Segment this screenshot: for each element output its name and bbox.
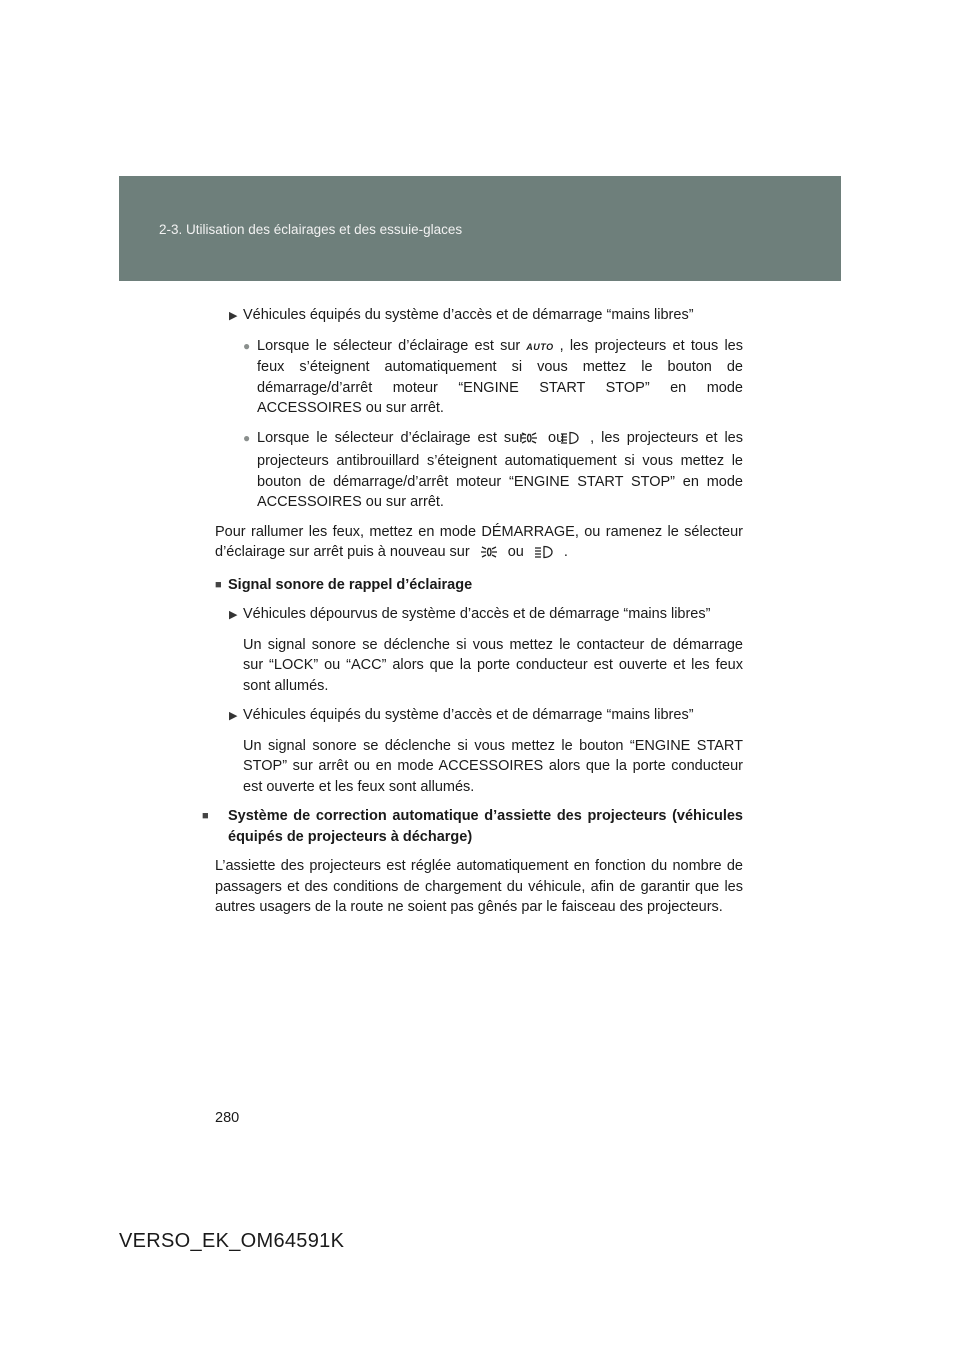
right-triangle-icon: ▶ — [229, 609, 238, 621]
square-icon: ■ — [215, 578, 222, 591]
parking-lights-icon — [480, 545, 498, 566]
section-heading: ■ Signal sonore de rappel d’éclairage — [215, 575, 743, 596]
section-title: 2-3. Utilisation des éclairages et des essuie-glaces — [159, 222, 463, 237]
vehicle-condition: ▶ Véhicules équipés du système d’accès et de démarrage “mains libres” — [215, 705, 743, 727]
headlight-icon — [534, 545, 554, 566]
parking-lights-icon — [534, 431, 538, 452]
right-triangle-icon: ▶ — [229, 710, 238, 722]
bullet-item: ● Lorsque le sélecteur d’éclairage est sur ou , les projecteurs et les projecteurs antibrouillard s’éteignent automatiquement si vous mettez le bouton de démarrage/d’arrêt moteur “ENGINE START STOP” en mode ACCESSOIRES ou sur arrêt. — [243, 429, 743, 510]
paragraph: L’assiette des projecteurs est réglée automatiquement en fonction du nombre de passagers et des conditions de chargement du véhicule, afin de garantir que les autres usagers de la route ne soient pas gênés par le faisceau des projecteurs. — [215, 858, 743, 915]
bullet-item: ● Lorsque le sélecteur d’éclairage est sur AUTO , les projecteurs et tous les feux s’éteignent automatiquement si vous mettez le bouton de démarrage/d’arrêt moteur “ENGINE START STOP” en mode ACCESSOIRES ou sur arrêt. — [243, 337, 743, 416]
right-triangle-icon: ▶ — [229, 310, 238, 322]
auto-icon: AUTO — [526, 341, 554, 352]
square-icon: ■ — [202, 810, 209, 822]
paragraph: Pour rallumer les feux, mettez en mode DÉMARRAGE, ou ramenez le sélecteur d’éclairage sur arrêt puis à nouveau sur ou . — [215, 522, 743, 566]
section-heading: ■ Système de correction automatique d’assiette des projecteurs (véhicules équipés de projecteurs à décharge) — [202, 808, 743, 845]
header-band — [119, 176, 841, 281]
paragraph: Un signal sonore se déclenche si vous mettez le bouton “ENGINE START STOP” sur arrêt ou en mode ACCESSOIRES alors que la porte conducteur est ouverte et les feux sont allumés. — [243, 737, 743, 795]
headlight-icon — [574, 431, 580, 452]
circle-bullet-icon: ● — [243, 430, 251, 445]
vehicle-condition: ▶ Véhicules dépourvus de système d’accès et de démarrage “mains libres” — [215, 604, 743, 626]
paragraph: Un signal sonore se déclenche si vous mettez le contacteur de démarrage sur “LOCK” ou “ACC” alors que la porte conducteur est ouverte et les feux sont allumés. — [243, 636, 743, 694]
vehicle-condition: ▶ Véhicules équipés du système d’accès et de démarrage “mains libres” — [215, 305, 743, 327]
circle-bullet-icon: ● — [243, 338, 251, 353]
page-content — [202, 305, 743, 927]
document-code: VERSO_EK_OM64591K — [119, 1230, 345, 1252]
page-number: 280 — [215, 1110, 240, 1126]
